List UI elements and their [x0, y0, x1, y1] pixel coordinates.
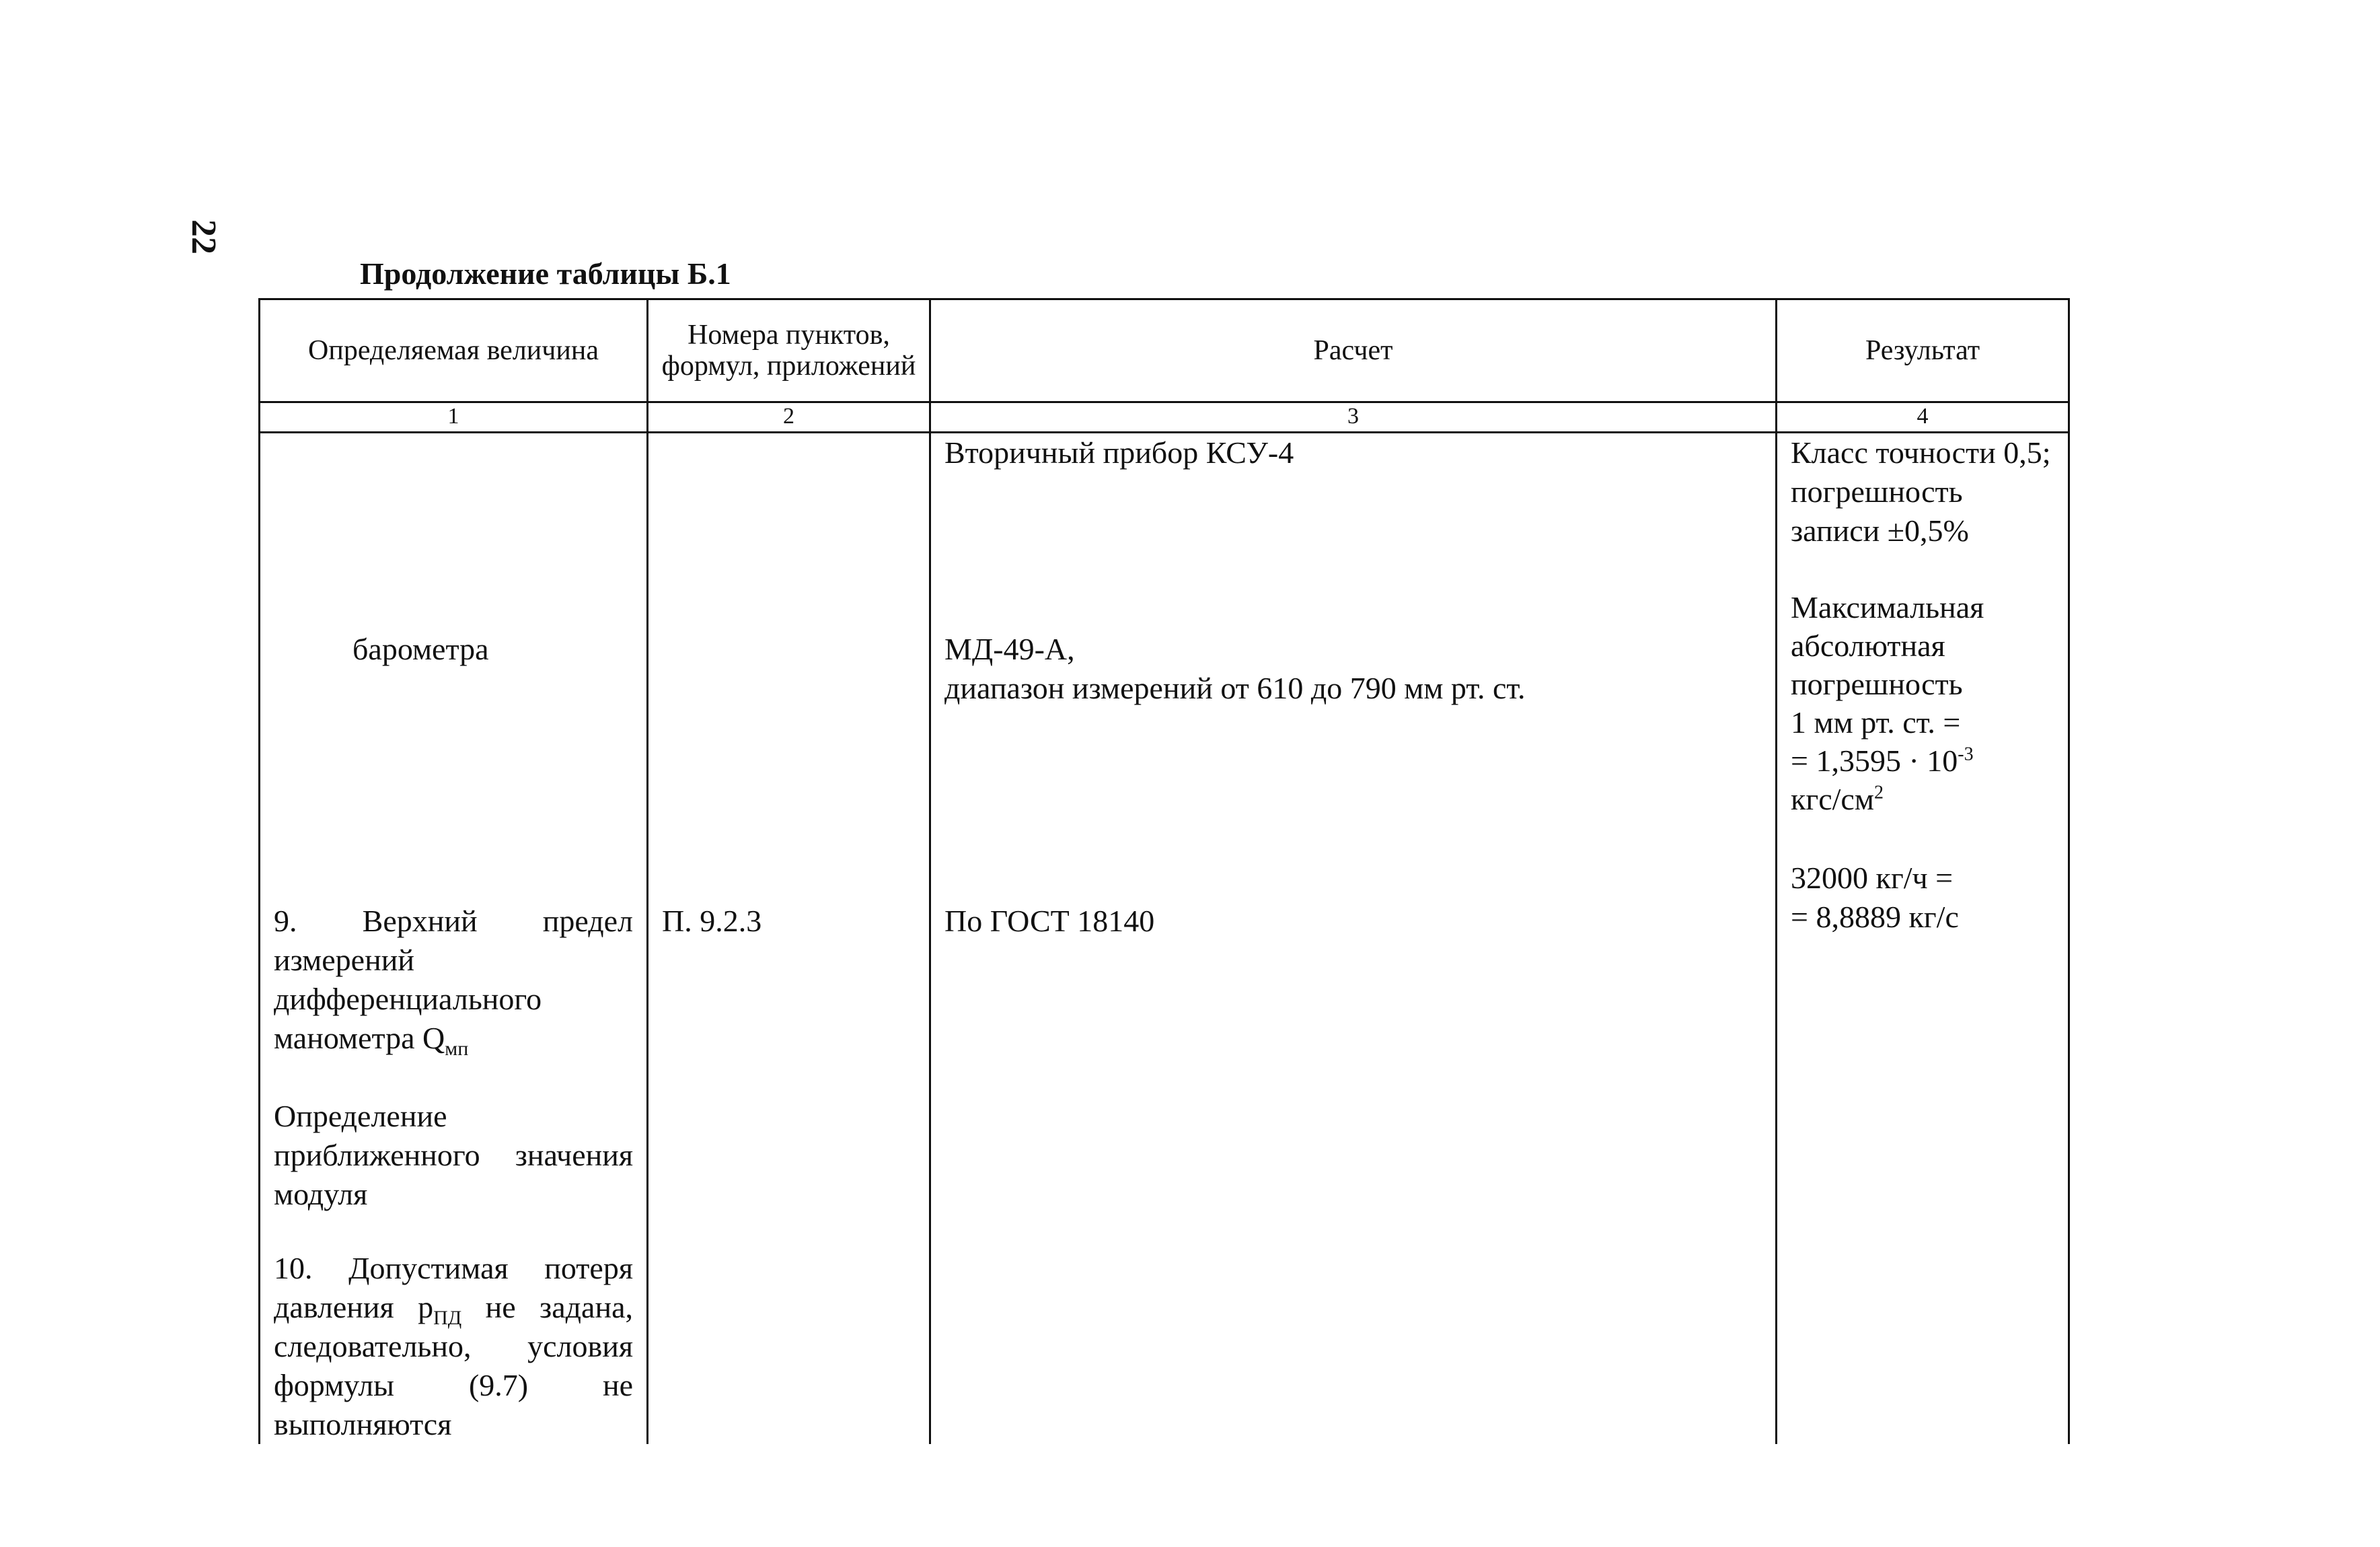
table-caption: Продолжение таблицы Б.1	[360, 256, 731, 291]
column-number: 1	[260, 402, 648, 433]
column-number-row	[260, 402, 2069, 433]
header-result: Результат	[1777, 299, 2069, 402]
calculation-cell	[930, 433, 1777, 1445]
pressure-unit: кгс/$см^2$	[1791, 782, 1884, 816]
item-10-subscript: ПД	[433, 1307, 462, 1330]
result-cell	[1777, 433, 2069, 1445]
column-number: 2	[648, 402, 930, 433]
barometer-label: барометра	[352, 632, 489, 666]
md49-line-1: МД-49-А,	[944, 632, 1075, 666]
mmhg-exponent: -3	[1958, 744, 1974, 765]
data-table	[258, 298, 2070, 1444]
column-number: 4	[1777, 402, 2069, 433]
mmhg-equation: 1 мм рт. ст. =	[1791, 705, 1961, 740]
header-row	[260, 299, 2069, 402]
table-container	[258, 298, 2068, 1441]
item-9-subscript: мп	[445, 1038, 469, 1060]
gost-text: По ГОСТ 18140	[944, 904, 1155, 938]
quantity-cell	[260, 433, 648, 1445]
header-calculation: Расчет	[930, 299, 1777, 402]
column-number: 3	[930, 402, 1777, 433]
accuracy-text: Класс точности 0,5; погрешность записи ±0,5%	[1791, 435, 2051, 548]
secondary-device-text: Вторичный прибор КСУ-4	[944, 435, 1294, 470]
md49-line-2: диапазон измерений от 610 до 790 мм рт. ст.	[944, 671, 1526, 705]
header-references: Номера пунктов, формул, приложений	[648, 299, 930, 402]
header-quantity: Определяемая величина	[260, 299, 648, 402]
approx-module-text: Определение приближенного значения модуля	[274, 1099, 633, 1211]
item-9-reference: П. 9.2.3	[662, 904, 762, 938]
mmhg-value: = $1,3595 \cdot 10^{-3}$	[1791, 744, 1974, 778]
flow-line-2: = 8,8889 кг/с	[1791, 900, 1959, 934]
flow-line-1: 32000 кг/ч =	[1791, 861, 1954, 895]
item-10-text: 10. Допустимая потеря давления $p_{ПД}$ не задана, следовательно, условия формулы (9.7) не выполняются	[274, 1251, 633, 1441]
unit-exponent: 2	[1873, 782, 1884, 803]
reference-cell	[648, 433, 930, 1445]
item-9-text: 9. Верхний предел измерений дифференциального манометра $Q_{мп}$	[274, 904, 633, 1060]
page-number: 22	[184, 219, 223, 254]
max-error-text: Максимальная абсолютная погрешность	[1791, 590, 1984, 701]
table-body-row	[260, 433, 2069, 1445]
